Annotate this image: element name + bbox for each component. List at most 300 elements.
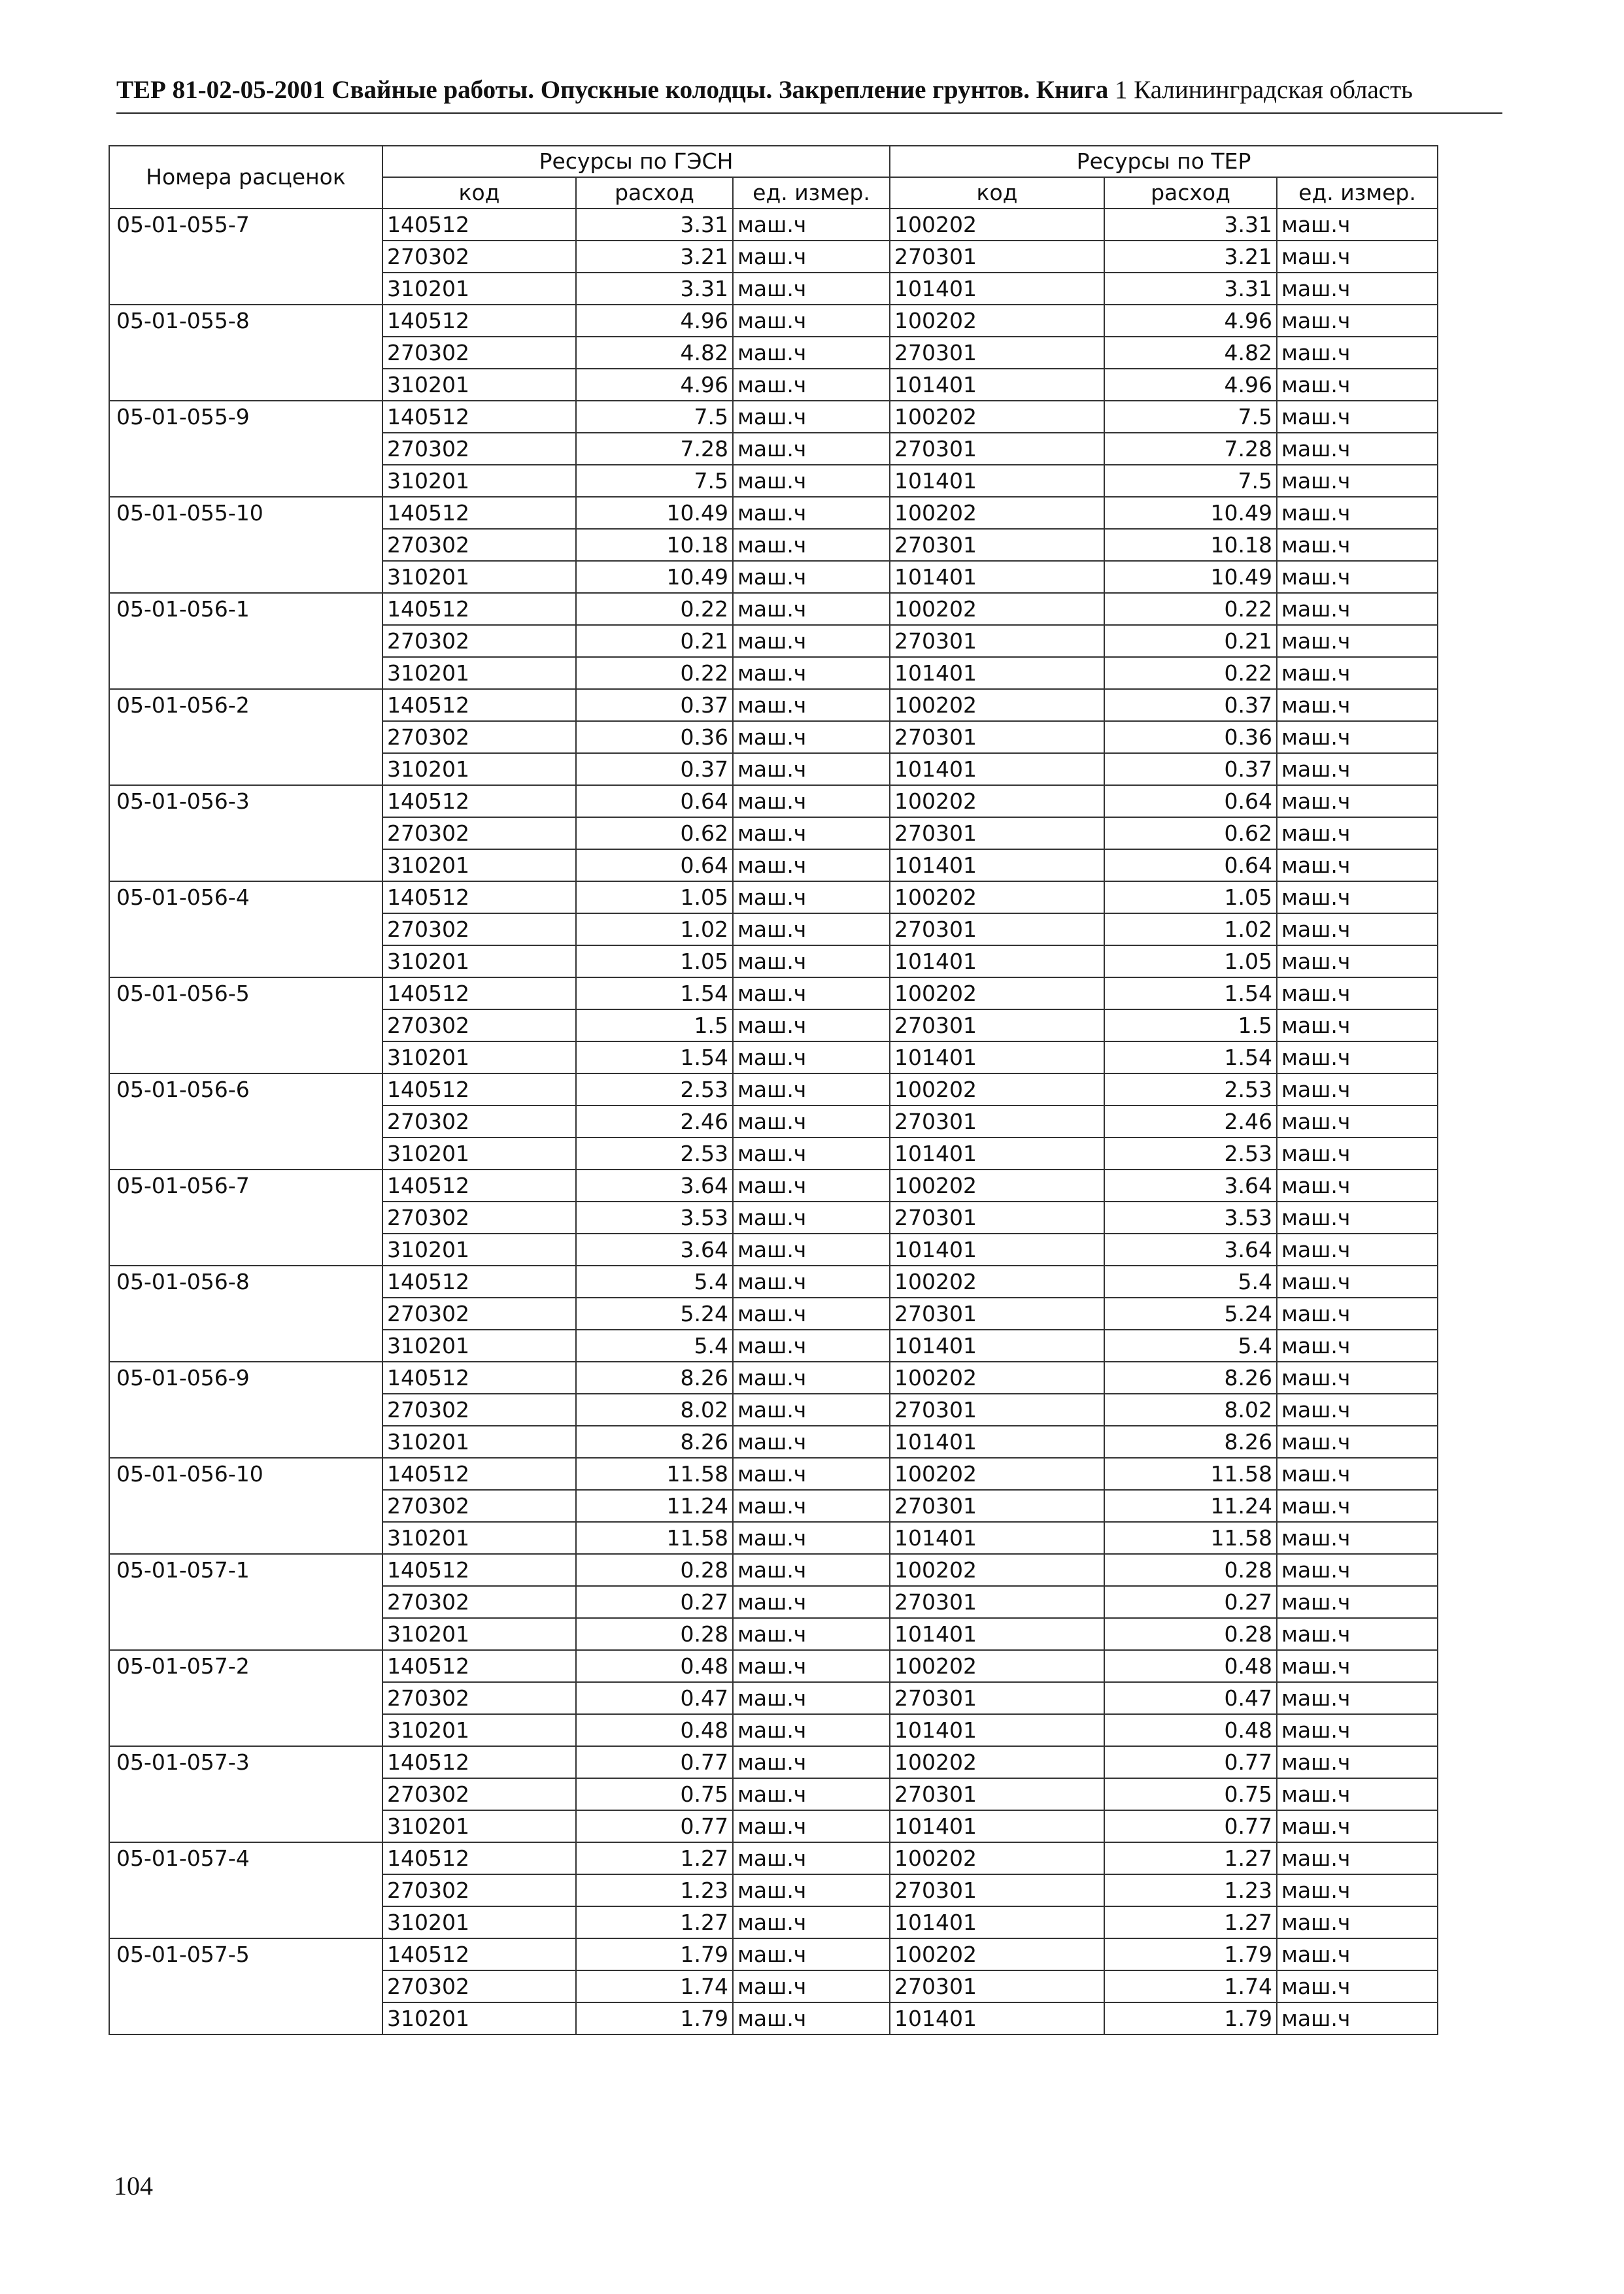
ter-unit-cell: маш.ч: [1277, 1874, 1438, 1906]
ter-consumption-cell: 8.26: [1104, 1426, 1277, 1458]
gesn-unit-cell: маш.ч: [733, 1330, 890, 1362]
ter-consumption-cell: 8.02: [1104, 1394, 1277, 1426]
gesn-code-cell: 140512: [382, 1746, 576, 1778]
ter-consumption-cell: 3.64: [1104, 1234, 1277, 1266]
gesn-unit-cell: маш.ч: [733, 721, 890, 753]
table-row: [109, 1938, 1438, 1970]
ter-unit-cell: маш.ч: [1277, 785, 1438, 817]
col-header-ter-unit: ед. измер.: [1277, 177, 1438, 209]
gesn-unit-cell: маш.ч: [733, 561, 890, 593]
ter-consumption-cell: 1.79: [1104, 2002, 1277, 2034]
ter-code-cell: 101401: [890, 657, 1104, 689]
gesn-consumption-cell: 3.64: [576, 1170, 733, 1202]
gesn-consumption-cell: 7.28: [576, 433, 733, 465]
gesn-unit-cell: маш.ч: [733, 1298, 890, 1330]
gesn-unit-cell: маш.ч: [733, 305, 890, 337]
ter-unit-cell: маш.ч: [1277, 497, 1438, 529]
gesn-code-cell: 310201: [382, 849, 576, 881]
ter-unit-cell: маш.ч: [1277, 1778, 1438, 1810]
table-row: [109, 401, 1438, 433]
table-row: [109, 1073, 1438, 1105]
ter-unit-cell: маш.ч: [1277, 1970, 1438, 2002]
ter-unit-cell: маш.ч: [1277, 1266, 1438, 1298]
gesn-code-cell: 310201: [382, 1426, 576, 1458]
gesn-unit-cell: маш.ч: [733, 1202, 890, 1234]
ter-consumption-cell: 0.22: [1104, 593, 1277, 625]
gesn-unit-cell: маш.ч: [733, 1778, 890, 1810]
gesn-unit-cell: маш.ч: [733, 785, 890, 817]
gesn-unit-cell: маш.ч: [733, 1009, 890, 1041]
gesn-consumption-cell: 1.27: [576, 1842, 733, 1874]
ter-code-cell: 100202: [890, 1073, 1104, 1105]
ter-consumption-cell: 3.31: [1104, 209, 1277, 241]
ter-consumption-cell: 0.62: [1104, 817, 1277, 849]
table-row: [109, 785, 1438, 817]
ter-unit-cell: маш.ч: [1277, 2002, 1438, 2034]
ter-consumption-cell: 0.77: [1104, 1810, 1277, 1842]
gesn-code-cell: 140512: [382, 593, 576, 625]
gesn-consumption-cell: 1.54: [576, 1041, 733, 1073]
rate-number-cell: 05-01-057-5: [109, 1938, 382, 2034]
gesn-consumption-cell: 4.96: [576, 369, 733, 401]
ter-unit-cell: маш.ч: [1277, 1009, 1438, 1041]
ter-consumption-cell: 0.22: [1104, 657, 1277, 689]
ter-code-cell: 101401: [890, 1810, 1104, 1842]
gesn-consumption-cell: 1.79: [576, 1938, 733, 1970]
gesn-code-cell: 310201: [382, 657, 576, 689]
ter-code-cell: 101401: [890, 753, 1104, 785]
ter-unit-cell: маш.ч: [1277, 625, 1438, 657]
gesn-unit-cell: маш.ч: [733, 1938, 890, 1970]
ter-consumption-cell: 8.26: [1104, 1362, 1277, 1394]
gesn-consumption-cell: 8.26: [576, 1362, 733, 1394]
ter-unit-cell: маш.ч: [1277, 1170, 1438, 1202]
gesn-unit-cell: маш.ч: [733, 689, 890, 721]
ter-consumption-cell: 1.74: [1104, 1970, 1277, 2002]
gesn-code-cell: 140512: [382, 1650, 576, 1682]
gesn-code-cell: 270302: [382, 1298, 576, 1330]
ter-code-cell: 270301: [890, 1105, 1104, 1138]
ter-code-cell: 270301: [890, 1874, 1104, 1906]
ter-code-cell: 270301: [890, 913, 1104, 945]
rate-number-cell: 05-01-056-10: [109, 1458, 382, 1554]
gesn-consumption-cell: 0.48: [576, 1650, 733, 1682]
gesn-unit-cell: маш.ч: [733, 1874, 890, 1906]
gesn-consumption-cell: 3.53: [576, 1202, 733, 1234]
gesn-unit-cell: маш.ч: [733, 1522, 890, 1554]
gesn-unit-cell: маш.ч: [733, 1746, 890, 1778]
ter-unit-cell: маш.ч: [1277, 241, 1438, 273]
rate-number-cell: 05-01-056-8: [109, 1266, 382, 1362]
table-row: [109, 1266, 1438, 1298]
gesn-code-cell: 270302: [382, 337, 576, 369]
ter-consumption-cell: 2.53: [1104, 1073, 1277, 1105]
ter-unit-cell: маш.ч: [1277, 1554, 1438, 1586]
ter-consumption-cell: 4.96: [1104, 369, 1277, 401]
ter-code-cell: 100202: [890, 1170, 1104, 1202]
gesn-consumption-cell: 4.82: [576, 337, 733, 369]
gesn-code-cell: 140512: [382, 1266, 576, 1298]
gesn-consumption-cell: 5.24: [576, 1298, 733, 1330]
ter-consumption-cell: 1.23: [1104, 1874, 1277, 1906]
gesn-consumption-cell: 1.05: [576, 945, 733, 977]
ter-unit-cell: маш.ч: [1277, 273, 1438, 305]
ter-unit-cell: маш.ч: [1277, 1458, 1438, 1490]
ter-consumption-cell: 10.49: [1104, 497, 1277, 529]
gesn-consumption-cell: 0.75: [576, 1778, 733, 1810]
table-row: [109, 1170, 1438, 1202]
ter-consumption-cell: 2.53: [1104, 1138, 1277, 1170]
rate-number-cell: 05-01-057-2: [109, 1650, 382, 1746]
header-divider: [116, 112, 1502, 114]
gesn-consumption-cell: 8.02: [576, 1394, 733, 1426]
gesn-code-cell: 270302: [382, 721, 576, 753]
gesn-unit-cell: маш.ч: [733, 1458, 890, 1490]
table-row: [109, 1458, 1438, 1490]
gesn-code-cell: 270302: [382, 241, 576, 273]
gesn-consumption-cell: 1.79: [576, 2002, 733, 2034]
ter-consumption-cell: 0.64: [1104, 785, 1277, 817]
ter-code-cell: 100202: [890, 497, 1104, 529]
ter-code-cell: 100202: [890, 689, 1104, 721]
rate-number-cell: 05-01-056-4: [109, 881, 382, 977]
ter-consumption-cell: 1.05: [1104, 881, 1277, 913]
gesn-unit-cell: маш.ч: [733, 625, 890, 657]
ter-unit-cell: маш.ч: [1277, 1202, 1438, 1234]
ter-consumption-cell: 0.47: [1104, 1682, 1277, 1714]
gesn-unit-cell: маш.ч: [733, 1714, 890, 1746]
ter-code-cell: 270301: [890, 1009, 1104, 1041]
gesn-consumption-cell: 1.54: [576, 977, 733, 1009]
table-body: [109, 209, 1438, 2034]
ter-consumption-cell: 0.77: [1104, 1746, 1277, 1778]
col-header-gesn-resources: Ресурсы по ГЭСН: [382, 146, 890, 177]
gesn-unit-cell: маш.ч: [733, 1170, 890, 1202]
gesn-unit-cell: маш.ч: [733, 849, 890, 881]
gesn-code-cell: 140512: [382, 209, 576, 241]
ter-consumption-cell: 1.05: [1104, 945, 1277, 977]
gesn-unit-cell: маш.ч: [733, 497, 890, 529]
gesn-consumption-cell: 7.5: [576, 465, 733, 497]
ter-code-cell: 100202: [890, 1650, 1104, 1682]
rate-number-cell: 05-01-056-7: [109, 1170, 382, 1266]
gesn-unit-cell: маш.ч: [733, 1362, 890, 1394]
ter-unit-cell: маш.ч: [1277, 305, 1438, 337]
gesn-code-cell: 270302: [382, 1682, 576, 1714]
gesn-unit-cell: маш.ч: [733, 369, 890, 401]
col-header-ter-resources: Ресурсы по ТЕР: [890, 146, 1438, 177]
ter-code-cell: 270301: [890, 1298, 1104, 1330]
ter-code-cell: 270301: [890, 721, 1104, 753]
header-title: ТЕР 81-02-05-2001 Свайные работы. Опускные колодцы. Закрепление грунтов. Книга: [116, 76, 1109, 104]
gesn-code-cell: 270302: [382, 1586, 576, 1618]
gesn-unit-cell: маш.ч: [733, 1266, 890, 1298]
ter-code-cell: 100202: [890, 1938, 1104, 1970]
table-row: [109, 497, 1438, 529]
ter-consumption-cell: 1.79: [1104, 1938, 1277, 1970]
gesn-code-cell: 310201: [382, 1618, 576, 1650]
gesn-code-cell: 140512: [382, 1458, 576, 1490]
gesn-consumption-cell: 11.24: [576, 1490, 733, 1522]
gesn-code-cell: 140512: [382, 401, 576, 433]
gesn-consumption-cell: 11.58: [576, 1458, 733, 1490]
ter-code-cell: 101401: [890, 1618, 1104, 1650]
col-header-rate-numbers: Номера расценок: [109, 146, 382, 209]
gesn-consumption-cell: 10.49: [576, 497, 733, 529]
ter-unit-cell: маш.ч: [1277, 721, 1438, 753]
ter-code-cell: 270301: [890, 1394, 1104, 1426]
gesn-code-cell: 270302: [382, 625, 576, 657]
gesn-unit-cell: маш.ч: [733, 1618, 890, 1650]
gesn-code-cell: 140512: [382, 689, 576, 721]
ter-consumption-cell: 3.53: [1104, 1202, 1277, 1234]
gesn-code-cell: 140512: [382, 305, 576, 337]
header-book-number: 1: [1108, 76, 1134, 104]
table-row: [109, 689, 1438, 721]
ter-consumption-cell: 0.28: [1104, 1554, 1277, 1586]
ter-consumption-cell: 0.37: [1104, 753, 1277, 785]
rate-number-cell: 05-01-057-3: [109, 1746, 382, 1842]
gesn-code-cell: 140512: [382, 977, 576, 1009]
col-header-gesn-consumption: расход: [576, 177, 733, 209]
ter-code-cell: 101401: [890, 369, 1104, 401]
ter-code-cell: 100202: [890, 977, 1104, 1009]
gesn-code-cell: 140512: [382, 497, 576, 529]
gesn-unit-cell: маш.ч: [733, 913, 890, 945]
ter-code-cell: 270301: [890, 1586, 1104, 1618]
ter-code-cell: 270301: [890, 337, 1104, 369]
gesn-unit-cell: маш.ч: [733, 657, 890, 689]
gesn-code-cell: 310201: [382, 1041, 576, 1073]
ter-code-cell: 270301: [890, 1778, 1104, 1810]
ter-consumption-cell: 1.54: [1104, 1041, 1277, 1073]
ter-unit-cell: маш.ч: [1277, 1586, 1438, 1618]
ter-code-cell: 101401: [890, 561, 1104, 593]
ter-unit-cell: маш.ч: [1277, 1394, 1438, 1426]
ter-consumption-cell: 0.37: [1104, 689, 1277, 721]
ter-code-cell: 270301: [890, 433, 1104, 465]
page-header: [116, 77, 1489, 103]
ter-consumption-cell: 0.64: [1104, 849, 1277, 881]
rate-number-cell: 05-01-056-2: [109, 689, 382, 785]
ter-code-cell: 270301: [890, 1202, 1104, 1234]
gesn-consumption-cell: 0.21: [576, 625, 733, 657]
gesn-code-cell: 140512: [382, 881, 576, 913]
ter-unit-cell: маш.ч: [1277, 433, 1438, 465]
col-header-ter-consumption: расход: [1104, 177, 1277, 209]
gesn-unit-cell: маш.ч: [733, 401, 890, 433]
gesn-consumption-cell: 2.46: [576, 1105, 733, 1138]
gesn-code-cell: 270302: [382, 529, 576, 561]
ter-unit-cell: маш.ч: [1277, 977, 1438, 1009]
table-row: [109, 1842, 1438, 1874]
ter-consumption-cell: 11.24: [1104, 1490, 1277, 1522]
ter-code-cell: 101401: [890, 1234, 1104, 1266]
ter-unit-cell: маш.ч: [1277, 1522, 1438, 1554]
gesn-code-cell: 310201: [382, 2002, 576, 2034]
ter-code-cell: 100202: [890, 1746, 1104, 1778]
gesn-code-cell: 310201: [382, 1522, 576, 1554]
gesn-code-cell: 270302: [382, 1490, 576, 1522]
ter-code-cell: 101401: [890, 1426, 1104, 1458]
ter-unit-cell: маш.ч: [1277, 593, 1438, 625]
ter-code-cell: 101401: [890, 1330, 1104, 1362]
gesn-consumption-cell: 3.31: [576, 209, 733, 241]
ter-code-cell: 100202: [890, 401, 1104, 433]
gesn-unit-cell: маш.ч: [733, 2002, 890, 2034]
table-row: [109, 1746, 1438, 1778]
rate-number-cell: 05-01-057-1: [109, 1554, 382, 1650]
gesn-consumption-cell: 0.47: [576, 1682, 733, 1714]
ter-code-cell: 270301: [890, 241, 1104, 273]
gesn-code-cell: 310201: [382, 1330, 576, 1362]
gesn-consumption-cell: 1.05: [576, 881, 733, 913]
ter-unit-cell: маш.ч: [1277, 465, 1438, 497]
gesn-code-cell: 310201: [382, 273, 576, 305]
ter-code-cell: 101401: [890, 849, 1104, 881]
ter-consumption-cell: 1.27: [1104, 1906, 1277, 1938]
ter-consumption-cell: 7.5: [1104, 401, 1277, 433]
rate-number-cell: 05-01-056-9: [109, 1362, 382, 1458]
gesn-code-cell: 140512: [382, 1938, 576, 1970]
ter-unit-cell: маш.ч: [1277, 1426, 1438, 1458]
ter-code-cell: 101401: [890, 945, 1104, 977]
gesn-consumption-cell: 0.62: [576, 817, 733, 849]
ter-code-cell: 101401: [890, 465, 1104, 497]
gesn-unit-cell: маш.ч: [733, 1234, 890, 1266]
gesn-code-cell: 310201: [382, 1810, 576, 1842]
ter-consumption-cell: 5.4: [1104, 1330, 1277, 1362]
gesn-consumption-cell: 0.28: [576, 1554, 733, 1586]
ter-unit-cell: маш.ч: [1277, 1810, 1438, 1842]
table-row: [109, 305, 1438, 337]
ter-unit-cell: маш.ч: [1277, 657, 1438, 689]
ter-unit-cell: маш.ч: [1277, 689, 1438, 721]
gesn-unit-cell: маш.ч: [733, 273, 890, 305]
ter-code-cell: 100202: [890, 785, 1104, 817]
gesn-consumption-cell: 11.58: [576, 1522, 733, 1554]
ter-unit-cell: маш.ч: [1277, 881, 1438, 913]
ter-unit-cell: маш.ч: [1277, 817, 1438, 849]
ter-code-cell: 101401: [890, 273, 1104, 305]
header-region: Калининградская область: [1134, 76, 1413, 104]
gesn-consumption-cell: 1.5: [576, 1009, 733, 1041]
ter-unit-cell: маш.ч: [1277, 529, 1438, 561]
gesn-unit-cell: маш.ч: [733, 209, 890, 241]
ter-code-cell: 101401: [890, 1906, 1104, 1938]
gesn-unit-cell: маш.ч: [733, 1426, 890, 1458]
gesn-consumption-cell: 1.74: [576, 1970, 733, 2002]
gesn-consumption-cell: 3.21: [576, 241, 733, 273]
rate-number-cell: 05-01-056-3: [109, 785, 382, 881]
ter-consumption-cell: 11.58: [1104, 1522, 1277, 1554]
table-row: [109, 209, 1438, 241]
gesn-consumption-cell: 0.37: [576, 689, 733, 721]
gesn-unit-cell: маш.ч: [733, 433, 890, 465]
gesn-code-cell: 310201: [382, 369, 576, 401]
gesn-consumption-cell: 0.22: [576, 593, 733, 625]
table-header: [109, 146, 1438, 209]
gesn-unit-cell: маш.ч: [733, 1105, 890, 1138]
ter-unit-cell: маш.ч: [1277, 1138, 1438, 1170]
ter-consumption-cell: 1.02: [1104, 913, 1277, 945]
table-row: [109, 593, 1438, 625]
gesn-consumption-cell: 0.22: [576, 657, 733, 689]
gesn-code-cell: 140512: [382, 1362, 576, 1394]
gesn-consumption-cell: 1.02: [576, 913, 733, 945]
col-header-ter-code: код: [890, 177, 1104, 209]
ter-unit-cell: маш.ч: [1277, 1746, 1438, 1778]
ter-code-cell: 100202: [890, 593, 1104, 625]
rate-number-cell: 05-01-056-6: [109, 1073, 382, 1170]
ter-unit-cell: маш.ч: [1277, 401, 1438, 433]
gesn-code-cell: 270302: [382, 913, 576, 945]
ter-consumption-cell: 7.28: [1104, 433, 1277, 465]
ter-unit-cell: маш.ч: [1277, 337, 1438, 369]
gesn-consumption-cell: 8.26: [576, 1426, 733, 1458]
ter-unit-cell: маш.ч: [1277, 1906, 1438, 1938]
gesn-code-cell: 270302: [382, 433, 576, 465]
gesn-code-cell: 310201: [382, 1906, 576, 1938]
ter-unit-cell: маш.ч: [1277, 849, 1438, 881]
gesn-unit-cell: маш.ч: [733, 945, 890, 977]
gesn-consumption-cell: 4.96: [576, 305, 733, 337]
gesn-unit-cell: маш.ч: [733, 1490, 890, 1522]
gesn-code-cell: 270302: [382, 1202, 576, 1234]
ter-unit-cell: маш.ч: [1277, 1073, 1438, 1105]
ter-consumption-cell: 0.36: [1104, 721, 1277, 753]
ter-code-cell: 100202: [890, 305, 1104, 337]
resources-table: [109, 145, 1438, 2035]
ter-code-cell: 101401: [890, 2002, 1104, 2034]
ter-consumption-cell: 4.96: [1104, 305, 1277, 337]
rate-number-cell: 05-01-055-7: [109, 209, 382, 305]
ter-code-cell: 270301: [890, 529, 1104, 561]
gesn-code-cell: 140512: [382, 785, 576, 817]
gesn-code-cell: 140512: [382, 1170, 576, 1202]
gesn-code-cell: 140512: [382, 1554, 576, 1586]
ter-code-cell: 101401: [890, 1041, 1104, 1073]
ter-unit-cell: маш.ч: [1277, 1298, 1438, 1330]
rate-number-cell: 05-01-056-5: [109, 977, 382, 1073]
ter-unit-cell: маш.ч: [1277, 1490, 1438, 1522]
ter-consumption-cell: 1.5: [1104, 1009, 1277, 1041]
ter-consumption-cell: 5.24: [1104, 1298, 1277, 1330]
gesn-code-cell: 270302: [382, 1970, 576, 2002]
gesn-code-cell: 310201: [382, 1714, 576, 1746]
gesn-consumption-cell: 0.64: [576, 785, 733, 817]
ter-code-cell: 270301: [890, 625, 1104, 657]
rate-number-cell: 05-01-055-9: [109, 401, 382, 497]
ter-code-cell: 101401: [890, 1714, 1104, 1746]
gesn-unit-cell: маш.ч: [733, 753, 890, 785]
ter-code-cell: 100202: [890, 1458, 1104, 1490]
ter-unit-cell: маш.ч: [1277, 945, 1438, 977]
ter-code-cell: 100202: [890, 881, 1104, 913]
ter-consumption-cell: 2.46: [1104, 1105, 1277, 1138]
gesn-unit-cell: маш.ч: [733, 817, 890, 849]
ter-consumption-cell: 10.18: [1104, 529, 1277, 561]
gesn-unit-cell: маш.ч: [733, 465, 890, 497]
ter-code-cell: 100202: [890, 1554, 1104, 1586]
ter-unit-cell: маш.ч: [1277, 369, 1438, 401]
ter-code-cell: 270301: [890, 1490, 1104, 1522]
ter-consumption-cell: 3.31: [1104, 273, 1277, 305]
ter-consumption-cell: 4.82: [1104, 337, 1277, 369]
ter-consumption-cell: 0.75: [1104, 1778, 1277, 1810]
gesn-code-cell: 270302: [382, 1394, 576, 1426]
gesn-consumption-cell: 1.27: [576, 1906, 733, 1938]
